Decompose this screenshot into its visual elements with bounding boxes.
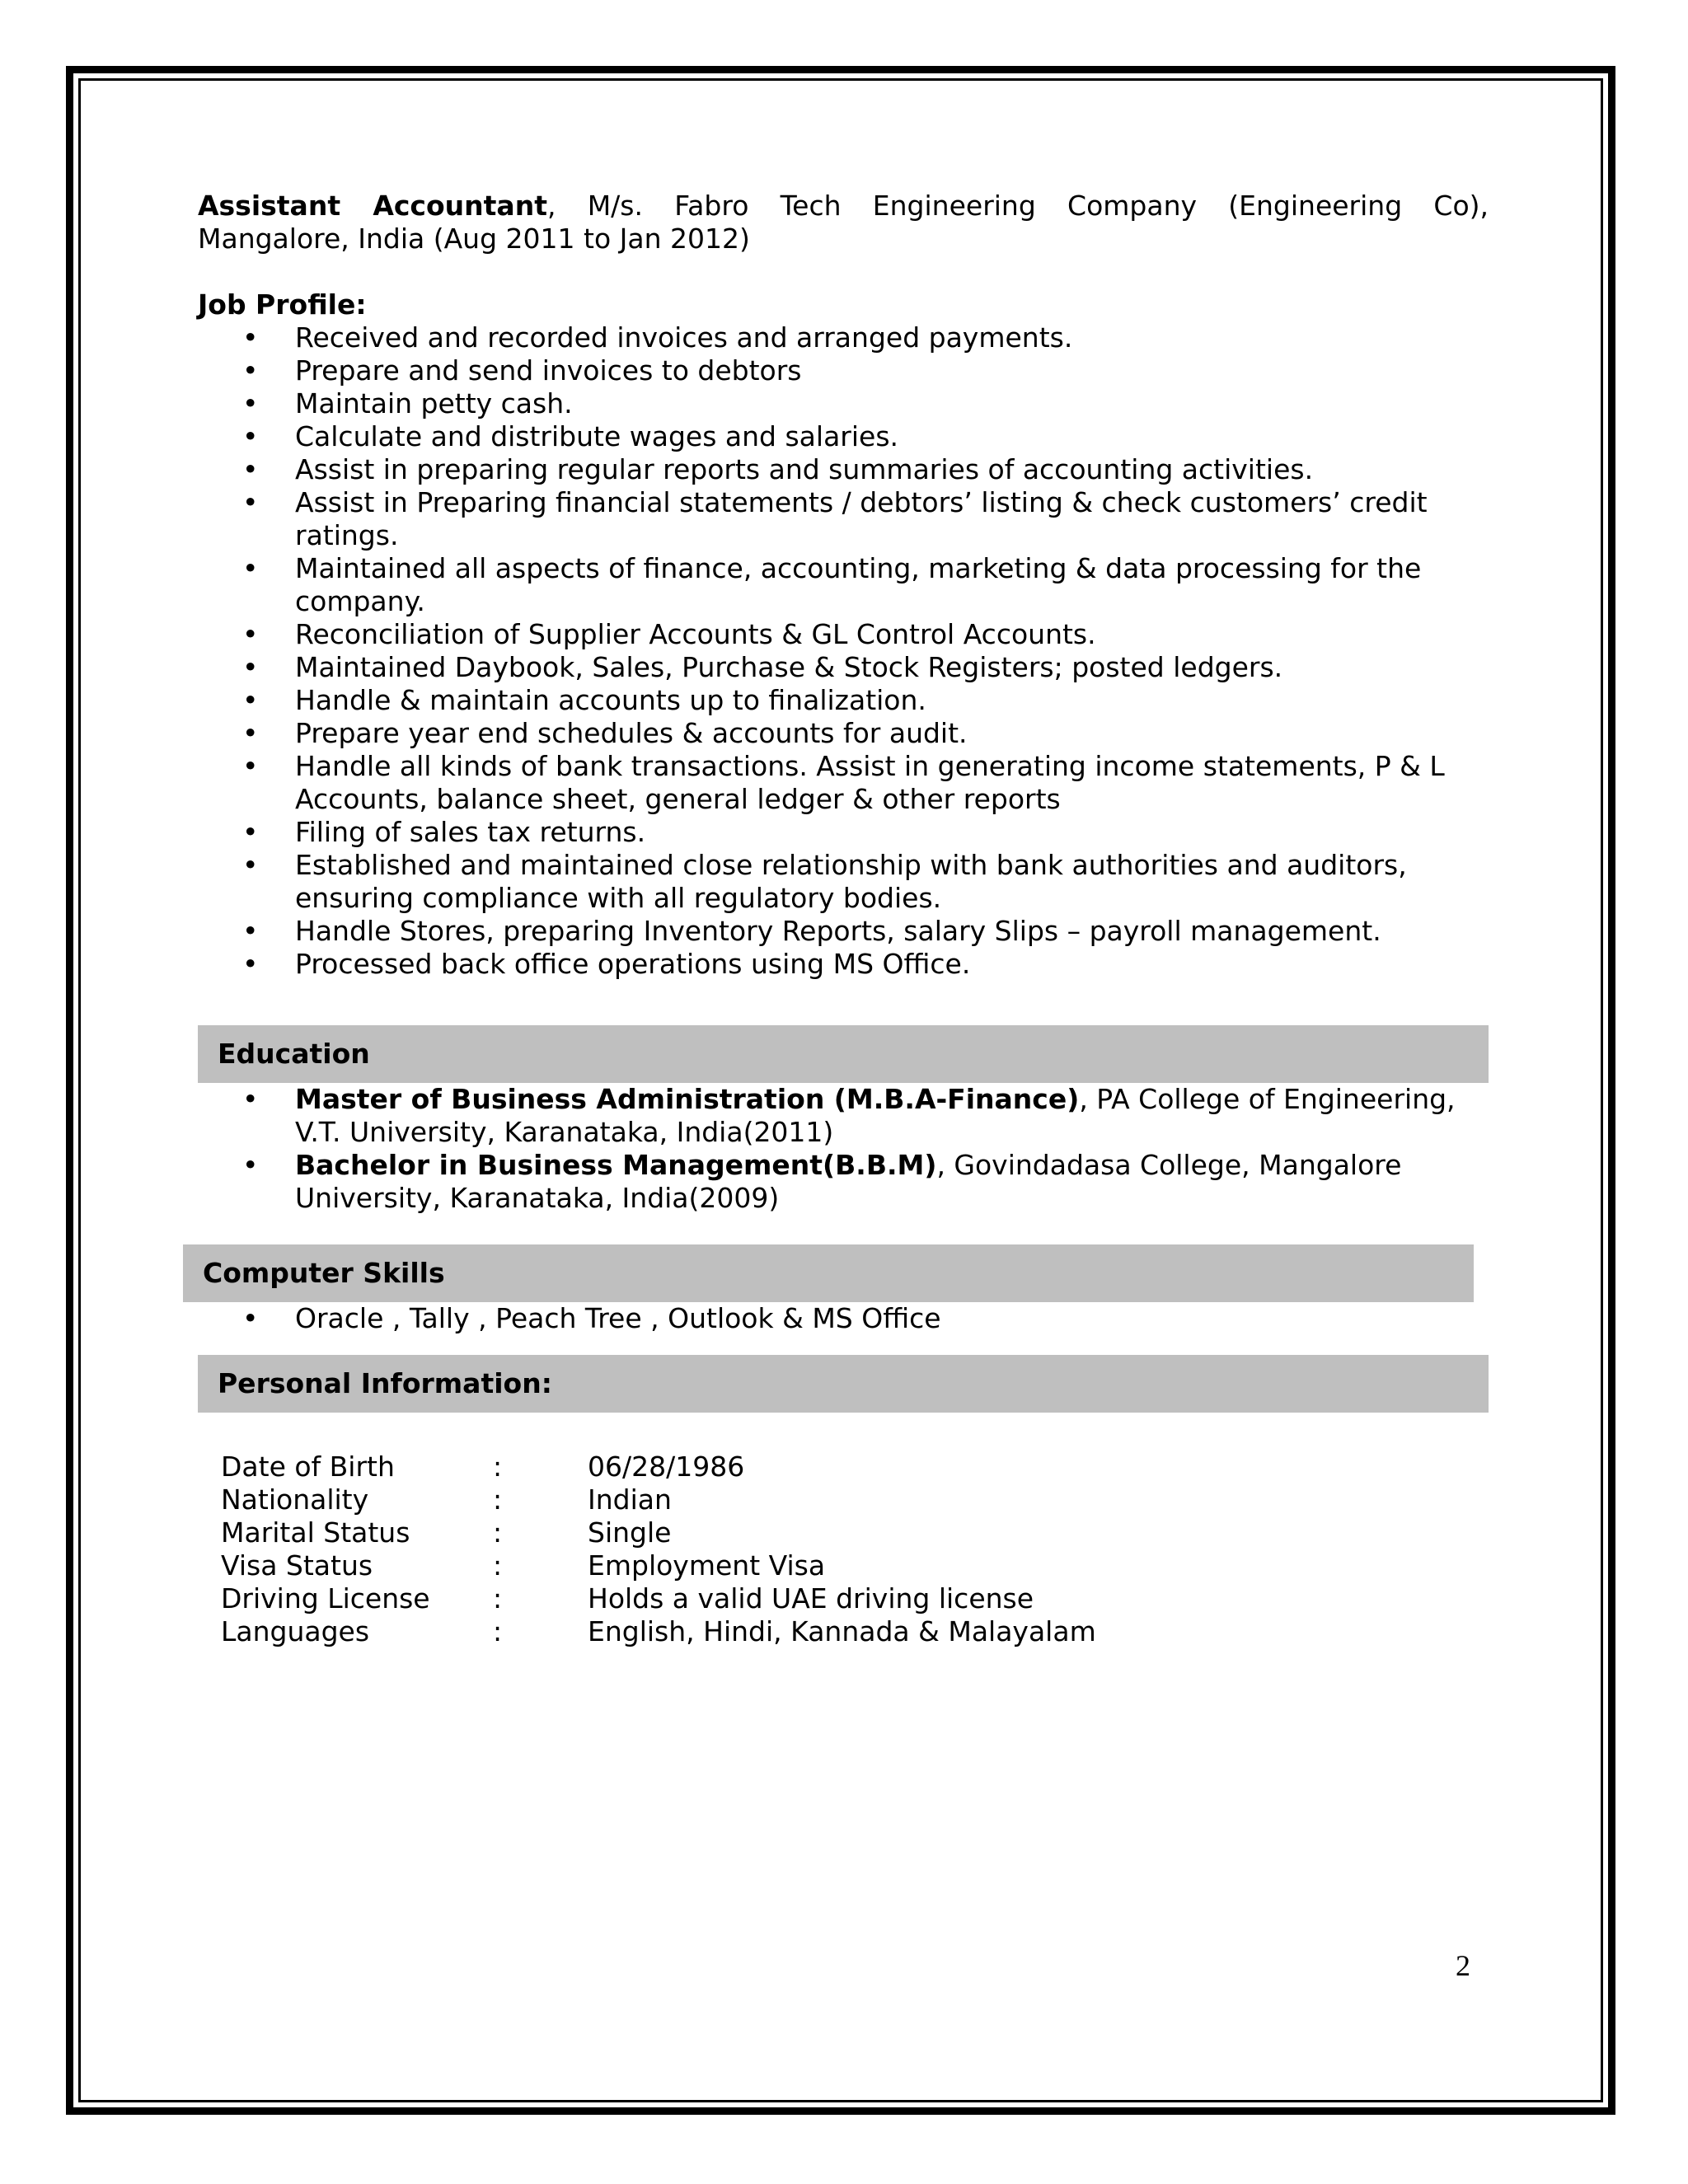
job-location-dates: Mangalore, India (Aug 2011 to Jan 2012) bbox=[198, 223, 750, 255]
job-duty-text: Maintained Daybook, Sales, Purchase & Stock Registers; posted ledgers. bbox=[295, 651, 1283, 683]
bullet-icon: • bbox=[242, 717, 259, 749]
job-duty-text: Maintain petty cash. bbox=[295, 387, 573, 419]
job-duty-item bbox=[198, 684, 1489, 717]
job-duty-item bbox=[198, 948, 1489, 981]
personal-info-heading: Personal Information: bbox=[198, 1355, 1489, 1413]
bullet-icon: • bbox=[242, 618, 259, 650]
personal-info-value: Single bbox=[588, 1516, 672, 1549]
job-duty-item bbox=[198, 618, 1489, 651]
job-duty-item bbox=[198, 321, 1489, 354]
job-duty-text: Maintained all aspects of finance, accounting, marketing & data processing for the company. bbox=[295, 552, 1422, 617]
education-heading: Education bbox=[198, 1025, 1489, 1083]
job-duty-text: Processed back office operations using MS Office. bbox=[295, 948, 971, 980]
job-duty-text: Prepare year end schedules & accounts for audit. bbox=[295, 717, 968, 749]
bullet-icon: • bbox=[242, 1149, 259, 1181]
education-degree: Bachelor in Business Management(B.B.M) bbox=[295, 1149, 937, 1181]
job-duty-item bbox=[198, 816, 1489, 849]
job-company: , M/s. Fabro Tech Engineering Company (Engineering Co), bbox=[546, 190, 1489, 222]
education-list bbox=[198, 1083, 1489, 1215]
bullet-icon: • bbox=[242, 552, 259, 584]
job-duty-text: Assist in preparing regular reports and summaries of accounting activities. bbox=[295, 453, 1314, 485]
page-number: 2 bbox=[1456, 1949, 1470, 1982]
job-duty-item bbox=[198, 354, 1489, 387]
personal-info-row bbox=[221, 1483, 1096, 1516]
job-title-line bbox=[198, 190, 1489, 223]
job-duty-text: Reconciliation of Supplier Accounts & GL Control Accounts. bbox=[295, 618, 1096, 650]
job-duty-item bbox=[198, 717, 1489, 750]
bullet-icon: • bbox=[242, 420, 259, 452]
personal-info-value: Holds a valid UAE driving license bbox=[588, 1582, 1034, 1615]
personal-info-value: Employment Visa bbox=[588, 1549, 826, 1582]
personal-info-label: Visa Status bbox=[221, 1549, 373, 1582]
personal-info-value: English, Hindi, Kannada & Malayalam bbox=[588, 1615, 1096, 1647]
job-duty-text: Filing of sales tax returns. bbox=[295, 816, 646, 848]
bullet-icon: • bbox=[242, 948, 259, 980]
job-duty-item bbox=[198, 552, 1489, 618]
computer-skill-text: Oracle , Tally , Peach Tree , Outlook & MS Office bbox=[295, 1302, 941, 1334]
job-duty-text: Handle Stores, preparing Inventory Reports, salary Slips – payroll management. bbox=[295, 915, 1381, 947]
personal-info-row bbox=[221, 1582, 1096, 1615]
job-duty-text: Calculate and distribute wages and salaries. bbox=[295, 420, 899, 452]
personal-info-separator: : bbox=[493, 1615, 503, 1647]
job-duty-text: Handle & maintain accounts up to finalization. bbox=[295, 684, 926, 716]
computer-skills-list bbox=[198, 1302, 1489, 1335]
bullet-icon: • bbox=[242, 387, 259, 419]
personal-info-label: Date of Birth bbox=[221, 1451, 395, 1483]
bullet-icon: • bbox=[242, 486, 259, 518]
personal-info-row bbox=[221, 1615, 1096, 1648]
bullet-icon: • bbox=[242, 750, 259, 782]
bullet-icon: • bbox=[242, 1083, 259, 1115]
personal-info-label: Marital Status bbox=[221, 1516, 410, 1549]
job-title: Assistant Accountant bbox=[198, 190, 547, 222]
job-duty-item bbox=[198, 420, 1489, 453]
education-details: , PA College of Engineering, V.T. University, Karanataka, India(2011) bbox=[295, 1083, 1456, 1148]
job-duty-text: Received and recorded invoices and arranged payments. bbox=[295, 321, 1073, 354]
job-duty-text: Handle all kinds of bank transactions. Assist in generating income statements, P & L Accounts, balance sheet, general ledger & other reports bbox=[295, 750, 1445, 815]
personal-info-separator: : bbox=[493, 1582, 503, 1615]
bullet-icon: • bbox=[242, 1302, 259, 1334]
bullet-icon: • bbox=[242, 651, 259, 683]
bullet-icon: • bbox=[242, 453, 259, 485]
personal-info-separator: : bbox=[493, 1451, 503, 1483]
education-details: , Govindadasa College, Mangalore University, Karanataka, India(2009) bbox=[295, 1149, 1402, 1214]
job-duty-item bbox=[198, 651, 1489, 684]
personal-info-table bbox=[221, 1451, 1096, 1648]
job-duty-item bbox=[198, 387, 1489, 420]
education-item bbox=[198, 1149, 1489, 1215]
personal-info-separator: : bbox=[493, 1483, 503, 1516]
job-duty-item bbox=[198, 486, 1489, 552]
bullet-icon: • bbox=[242, 354, 259, 387]
education-item bbox=[198, 1083, 1489, 1149]
computer-skill-item bbox=[198, 1302, 1489, 1335]
education-degree: Master of Business Administration (M.B.A-Finance) bbox=[295, 1083, 1080, 1115]
personal-info-row bbox=[221, 1516, 1096, 1549]
personal-info-row bbox=[221, 1549, 1096, 1582]
bullet-icon: • bbox=[242, 915, 259, 947]
personal-info-separator: : bbox=[493, 1549, 503, 1582]
job-duties-list bbox=[198, 321, 1489, 981]
personal-info-separator: : bbox=[493, 1516, 503, 1549]
bullet-icon: • bbox=[242, 816, 259, 848]
personal-info-label: Nationality bbox=[221, 1483, 369, 1516]
bullet-icon: • bbox=[242, 321, 259, 354]
personal-info-value: Indian bbox=[588, 1483, 672, 1516]
job-duty-text: Assist in Preparing financial statements / debtors’ listing & check customers’ credit ratings. bbox=[295, 486, 1428, 551]
job-duty-item bbox=[198, 849, 1489, 915]
computer-skills-heading: Computer Skills bbox=[183, 1244, 1474, 1302]
personal-info-label: Driving License bbox=[221, 1582, 430, 1615]
job-duty-item bbox=[198, 750, 1489, 816]
personal-info-value: 06/28/1986 bbox=[588, 1451, 745, 1483]
job-duty-item bbox=[198, 915, 1489, 948]
resume-page bbox=[198, 190, 1489, 1648]
job-duty-text: Established and maintained close relationship with bank authorities and auditors, ensuring compliance with all regulatory bodies. bbox=[295, 849, 1407, 914]
job-profile-heading: Job Profile: bbox=[198, 288, 367, 321]
personal-info-label: Languages bbox=[221, 1615, 370, 1647]
job-duty-text: Prepare and send invoices to debtors bbox=[295, 354, 802, 387]
bullet-icon: • bbox=[242, 684, 259, 716]
job-duty-item bbox=[198, 453, 1489, 486]
personal-info-row bbox=[221, 1451, 1096, 1483]
bullet-icon: • bbox=[242, 849, 259, 881]
